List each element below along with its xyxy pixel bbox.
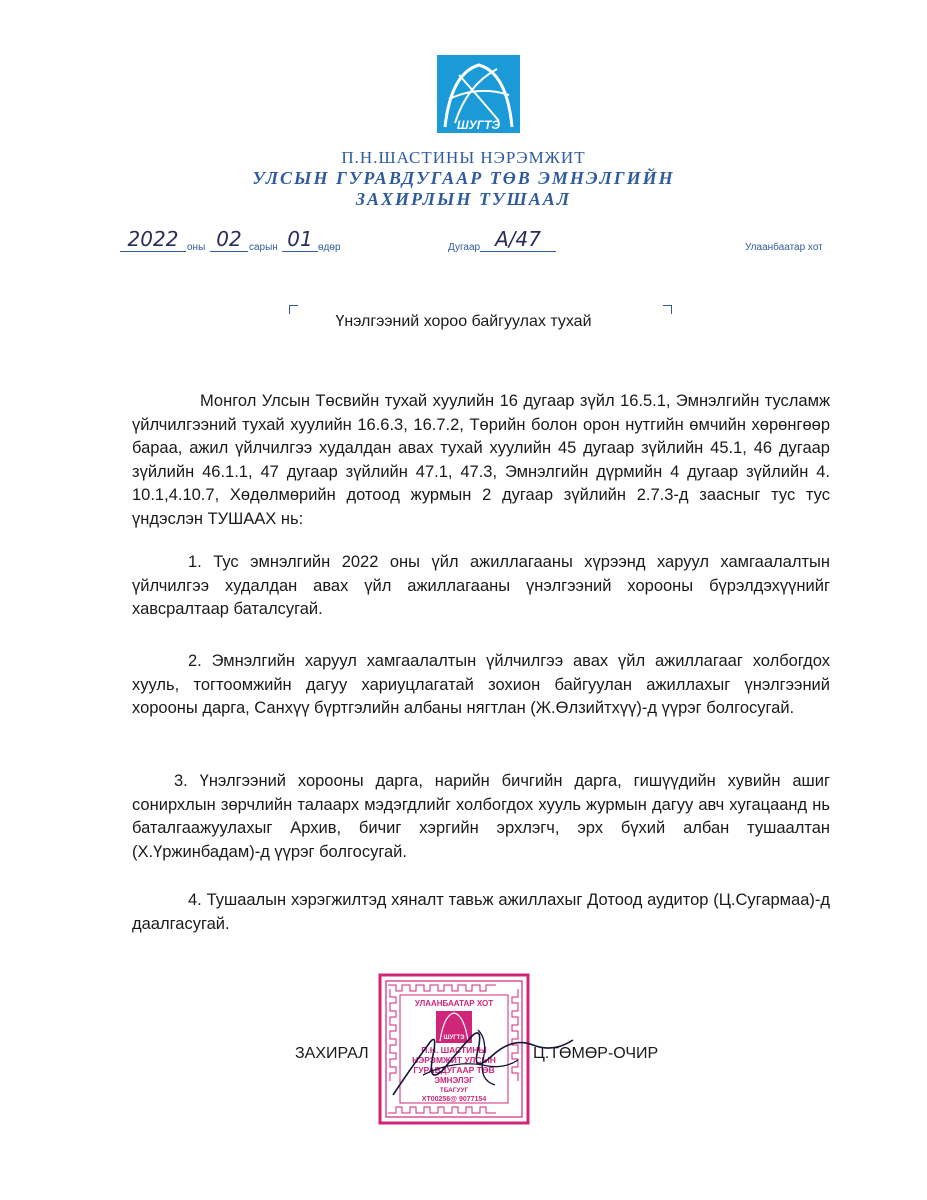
order-number: А/47 bbox=[480, 227, 556, 252]
header-line-3: ЗАХИРЛЫН ТУШААЛ bbox=[355, 189, 572, 209]
preamble-paragraph: Монгол Улсын Төсвийн тухай хуулийн 16 дугаар зүйл 16.5.1, Эмнэлгийн тусламж үйлчилгээний тухай хуулийн 16.6.3, 16.7.2, Төрийн болон орон нутгийн өмчийн хөрөнгөөр бараа, ажил үйлчилгээ худалдан авах тухай хуулийн 45 дугаар зүйлийн 45.1, 46 дугаар зүйлийн 46.1.1, 47 дугаар зүйлийн 47.1, 47.3, Эмнэлгийн дүрмийн 4 дугаар зүйлийн 4. 10.1,4.10.7, Хөдөлмөрийн дотоод журмын 2 дугаар зүйлийн 2.7.3-д заасныг тус тус үндэслэн ТУШААХ нь: bbox=[132, 392, 830, 528]
stamp-line-2: НЭРЭМЖИТ УЛСЫН bbox=[412, 1055, 496, 1065]
order-item-2: 2. Эмнэлгийн харуул хамгаалалтын үйлчилгээ авах үйл ажиллагааг холбогдох хууль, тогтоомжийн дагуу хариуцлагатай зохион байгуулан ажиллахыг үнэлгээний хорооны дарга, Санхүү бүртгэлийн албаны нягтлан (Ж.Өлзийтхүү)-д үүрэг болгосугай. bbox=[132, 652, 830, 717]
stamp-top-text: УЛААНБААТАР ХОТ bbox=[414, 999, 494, 1008]
day-label: өдөр bbox=[318, 242, 341, 253]
date-month: 02 bbox=[210, 227, 248, 252]
stamp-logo-text: ШУГТЭ bbox=[443, 1035, 465, 1041]
month-label: сарын bbox=[249, 242, 278, 253]
header-line-1: П.Н.ШАСТИНЫ НЭРЭМЖИТ bbox=[341, 148, 586, 167]
order-item-4: 4. Тушаалын хэрэгжилтэд хяналт тавьж ажиллахыг Дотоод аудитор (Ц.Сугармаа)-д даалгасугай. bbox=[132, 891, 830, 933]
stamp-bottom-text: ХТ00256@ 9077154 bbox=[421, 1096, 487, 1103]
signatory-name: Ц.ТӨМӨР-ОЧИР bbox=[533, 1045, 659, 1062]
signatory-title: ЗАХИРАЛ bbox=[295, 1045, 369, 1062]
order-item-1: 1. Тус эмнэлгийн 2022 оны үйл ажиллагааны хүрээнд харуул хамгаалалтын үйлчилгээ худалдан авах үйл ажиллагааны үнэлгээний хорооны бүрэлдэхүүнийг хавсралтаар баталсугай. bbox=[132, 553, 830, 618]
hospital-logo bbox=[437, 55, 520, 133]
stamp-line-3: ГУРАВДУГААР ТӨВ bbox=[413, 1065, 495, 1075]
date-day: 01 bbox=[282, 227, 318, 252]
stamp-line-4: ЭМНЭЛЭГ bbox=[434, 1076, 474, 1085]
stamp-line-1: П.Н. ШАСТИНЫ bbox=[421, 1045, 487, 1055]
handwritten-signature bbox=[383, 1015, 583, 1105]
city-label: Улаанбаатар хот bbox=[745, 242, 823, 253]
stamp-line-5: ТБАГУУГ bbox=[439, 1087, 469, 1094]
date-line bbox=[120, 226, 840, 260]
logo-text: ШУГТЭ bbox=[456, 118, 501, 132]
header-line-2: УЛСЫН ГУРАВДУГААР ТӨВ ЭМНЭЛГИЙН bbox=[252, 168, 675, 188]
year-label: оны bbox=[187, 242, 206, 253]
order-title: Үнэлгээний хороо байгуулах тухай bbox=[335, 313, 592, 330]
date-year: 2022 bbox=[120, 227, 186, 252]
number-label: Дугаар bbox=[448, 242, 481, 253]
order-item-3: 3. Үнэлгээний хорооны дарга, нарийн бичгийн дарга, гишүүдийн хувийн ашиг сонирхлын зөрчлийн талаарх мэдэгдлийг холбогдох хууль журмын дагуу авч хугацаанд нь баталгаажуулахыг Архив, бичиг хэргийн эрхлэгч, эрх бүхий албан тушаалтан (Х.Үржинбадам)-д үүрэг болгосугай. bbox=[132, 772, 830, 861]
